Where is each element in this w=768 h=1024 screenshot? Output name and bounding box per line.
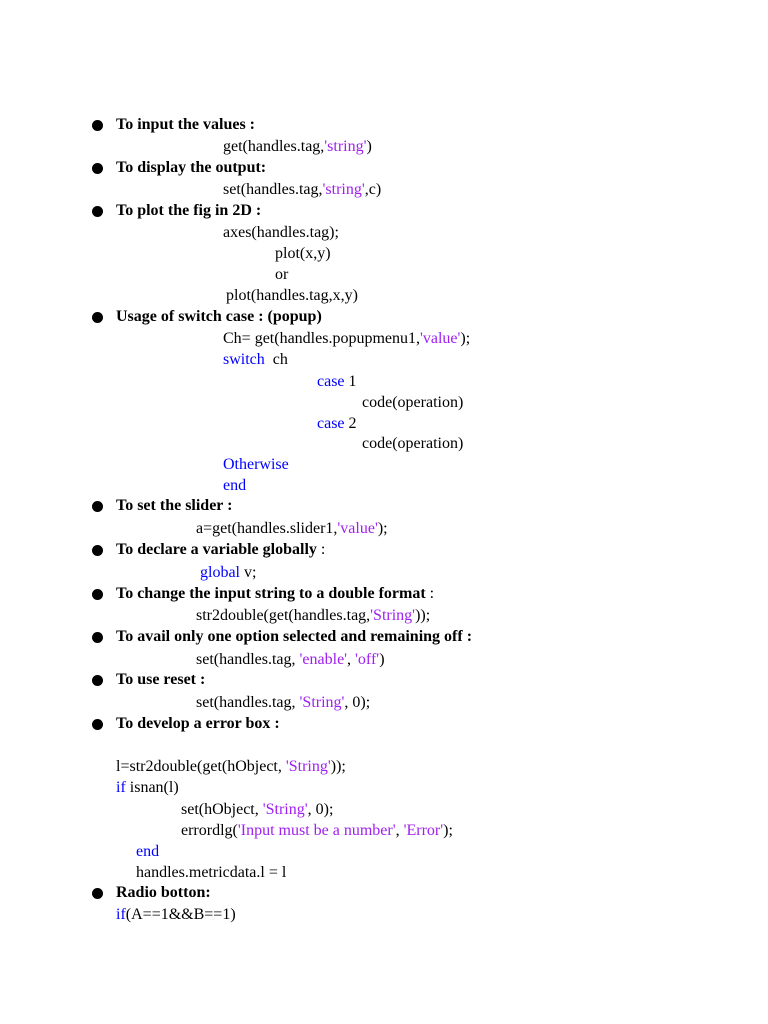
code-line bbox=[317, 414, 357, 434]
text-run: , bbox=[347, 651, 356, 668]
text-run: ,c) bbox=[364, 181, 382, 198]
text-run: )); bbox=[330, 758, 346, 775]
bullet-icon bbox=[92, 888, 103, 899]
text-run: To change the input string to a double format bbox=[116, 585, 426, 602]
string-literal: 'off' bbox=[355, 651, 380, 668]
text-run: plot(handles.tag,x,y) bbox=[226, 287, 358, 304]
keyword: if bbox=[116, 906, 126, 923]
text-run: ch bbox=[264, 351, 288, 368]
text-run: Radio botton: bbox=[116, 884, 211, 901]
bullet-heading bbox=[116, 714, 280, 734]
code-line bbox=[136, 842, 159, 862]
code-line bbox=[223, 223, 339, 243]
text-run: Usage of switch case : (popup) bbox=[116, 308, 322, 325]
bullet-heading bbox=[116, 115, 255, 135]
string-literal: 'Input must be a number' bbox=[237, 822, 396, 839]
bullet-icon bbox=[92, 120, 103, 131]
bullet-heading bbox=[116, 158, 266, 178]
code-line bbox=[317, 372, 357, 392]
text-run: To display the output: bbox=[116, 159, 267, 176]
text-run: errordlg( bbox=[181, 822, 238, 839]
bullet-icon bbox=[92, 206, 103, 217]
bullet-heading bbox=[116, 540, 325, 560]
code-line bbox=[196, 650, 385, 670]
bullet-icon bbox=[92, 589, 103, 600]
text-run: : bbox=[425, 585, 435, 602]
text-run: axes(handles.tag); bbox=[223, 224, 339, 241]
text-run: , bbox=[395, 822, 404, 839]
text-run: v; bbox=[240, 564, 257, 581]
code-line bbox=[196, 693, 370, 713]
bullet-heading bbox=[116, 201, 261, 221]
code-line bbox=[223, 180, 381, 200]
text-run: 2 bbox=[344, 415, 357, 432]
text-run: isnan(l) bbox=[125, 779, 179, 796]
keyword: case bbox=[317, 415, 345, 432]
code-line bbox=[136, 863, 286, 883]
keyword: switch bbox=[223, 351, 265, 368]
code-line bbox=[362, 434, 463, 454]
text-run: ) bbox=[379, 651, 385, 668]
text-run: , 0); bbox=[307, 801, 334, 818]
string-literal: 'value' bbox=[420, 330, 461, 347]
keyword: if bbox=[116, 779, 126, 796]
string-literal: 'enable' bbox=[299, 651, 348, 668]
code-line bbox=[223, 137, 372, 157]
keyword: end bbox=[223, 477, 247, 494]
text-run: To develop a error box : bbox=[116, 715, 280, 732]
text-run: To avail only one option selected and remaining off : bbox=[116, 628, 473, 645]
code-line bbox=[116, 905, 236, 925]
text-run: l=str2double(get(hObject, bbox=[116, 758, 286, 775]
keyword: Otherwise bbox=[223, 456, 289, 473]
bullet-heading bbox=[116, 883, 211, 903]
text-run: To use reset : bbox=[116, 671, 206, 688]
code-line bbox=[181, 800, 333, 820]
code-line bbox=[196, 606, 430, 626]
text-run: )); bbox=[415, 607, 431, 624]
code-line bbox=[200, 563, 256, 583]
bullet-icon bbox=[92, 545, 103, 556]
text-run: plot(x,y) bbox=[275, 245, 331, 262]
code-line bbox=[196, 519, 388, 539]
bullet-heading bbox=[116, 307, 322, 327]
string-literal: 'String' bbox=[370, 607, 416, 624]
text-run: ) bbox=[366, 138, 372, 155]
code-line bbox=[226, 286, 358, 306]
keyword: case bbox=[317, 373, 345, 390]
text-run: To declare a variable globally bbox=[116, 541, 317, 558]
text-run: set(handles.tag, bbox=[196, 694, 300, 711]
text-run: 1 bbox=[344, 373, 357, 390]
bullet-icon bbox=[92, 501, 103, 512]
bullet-heading bbox=[116, 627, 472, 647]
code-line bbox=[116, 778, 179, 798]
text-run: ); bbox=[460, 330, 471, 347]
text-run: set(hObject, bbox=[181, 801, 263, 818]
code-line bbox=[223, 350, 288, 370]
bullet-heading bbox=[116, 496, 232, 516]
bullet-icon bbox=[92, 312, 103, 323]
bullet-heading bbox=[116, 670, 205, 690]
text-run: handles.metricdata.l = l bbox=[136, 864, 287, 881]
bullet-heading bbox=[116, 584, 434, 604]
text-run: code(operation) bbox=[362, 435, 464, 452]
bullet-icon bbox=[92, 163, 103, 174]
text-run: Ch= get(handles.popupmenu1, bbox=[223, 330, 420, 347]
bullet-icon bbox=[92, 632, 103, 643]
text-run: code(operation) bbox=[362, 394, 464, 411]
code-line bbox=[223, 455, 289, 475]
text-run: (A==1&&B==1) bbox=[125, 906, 236, 923]
text-run: , 0); bbox=[344, 694, 371, 711]
text-run: To plot the fig in 2D : bbox=[116, 202, 262, 219]
code-line bbox=[362, 393, 463, 413]
string-literal: 'value' bbox=[337, 520, 378, 537]
text-run: a=get(handles.slider1, bbox=[196, 520, 338, 537]
string-literal: 'Error' bbox=[403, 822, 444, 839]
string-literal: 'String' bbox=[285, 758, 331, 775]
text-run: To input the values : bbox=[116, 116, 255, 133]
bullet-icon bbox=[92, 675, 103, 686]
string-literal: 'String' bbox=[299, 694, 345, 711]
text-run: : bbox=[316, 541, 326, 558]
code-line bbox=[275, 244, 331, 264]
text-run: To set the slider : bbox=[116, 497, 233, 514]
code-line bbox=[181, 821, 453, 841]
text-run: ); bbox=[377, 520, 388, 537]
text-run: or bbox=[275, 266, 289, 283]
keyword: end bbox=[136, 843, 160, 860]
code-line bbox=[275, 265, 288, 285]
code-line bbox=[223, 476, 246, 496]
text-run: ); bbox=[443, 822, 453, 839]
string-literal: 'String' bbox=[262, 801, 308, 818]
text-run: get(handles.tag, bbox=[223, 138, 325, 155]
code-line bbox=[116, 757, 346, 777]
text-run: str2double(get(handles.tag, bbox=[196, 607, 371, 624]
keyword: global bbox=[200, 564, 240, 581]
string-literal: 'string' bbox=[324, 138, 367, 155]
code-line bbox=[223, 329, 470, 349]
string-literal: 'string' bbox=[322, 181, 365, 198]
text-run: set(handles.tag, bbox=[196, 651, 300, 668]
text-run: set(handles.tag, bbox=[223, 181, 323, 198]
bullet-icon bbox=[92, 719, 103, 730]
